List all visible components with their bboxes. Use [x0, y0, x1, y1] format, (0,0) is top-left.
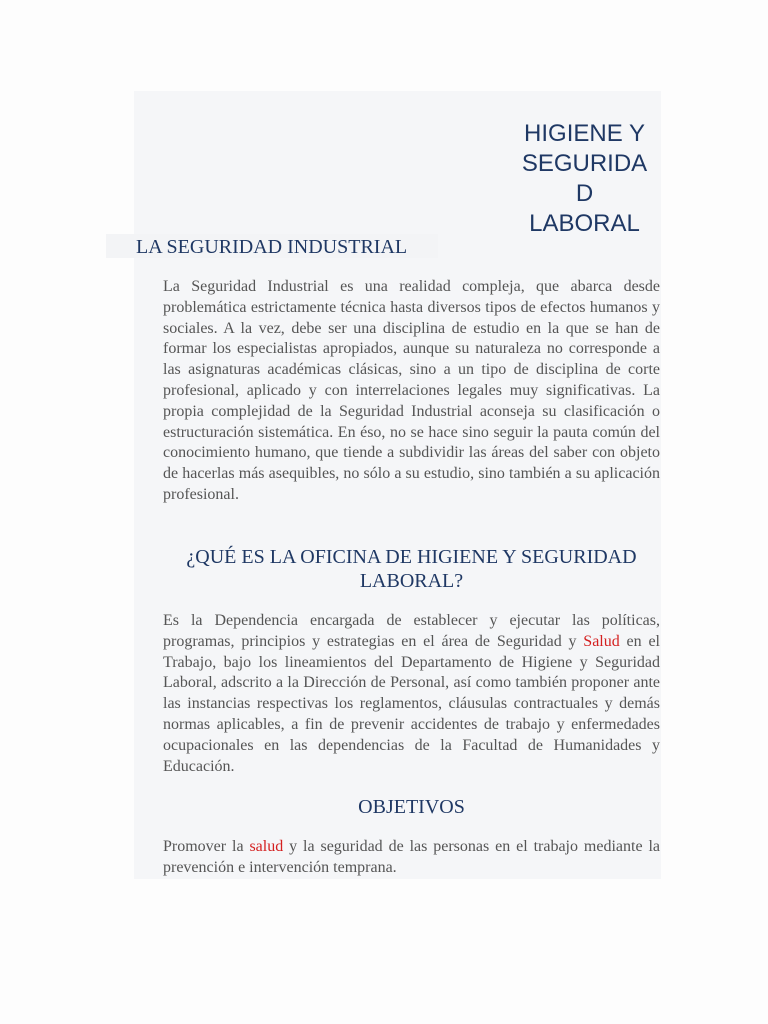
- title-line: D: [575, 180, 594, 207]
- paragraph-text: Es la Dependencia encargada de establecer y ejecutar las políticas, programas, principios y estrategias en el área de Seguridad y: [163, 612, 660, 650]
- section-heading-seguridad-industrial: LA SEGURIDAD INDUSTRIAL: [106, 234, 438, 258]
- paragraph-text: en el Trabajo, bajo los lineamientos del Departamento de Higiene y Seguridad Laboral, adscrito a la Dirección de Personal, así como también proponer ante las instancias respectivas los reglamentos, cláusulas contractuales y demás normas aplicables, a fin de prevenir accidentes de trabajo y enfermedades ocupacionales en las dependencias de la Facultad de Humanidades y Educación.: [163, 632, 660, 775]
- document-title: [508, 119, 661, 239]
- paragraph-objetivos: [163, 837, 660, 879]
- section-heading-oficina: ¿QUÉ ES LA OFICINA DE HIGIENE Y SEGURIDAD LABORAL?: [186, 546, 637, 592]
- section-heading-objetivos: OBJETIVOS: [358, 796, 465, 818]
- title-line: SEGURIDA: [521, 150, 648, 177]
- paragraph-text: Promover la: [163, 838, 250, 855]
- title-line: HIGIENE Y: [524, 120, 645, 147]
- paragraph-text: y la seguridad de las personas en el trabajo mediante la prevención e intervención temprana.: [163, 838, 660, 876]
- title-line: LABORAL: [529, 210, 640, 237]
- highlight-salud[interactable]: Salud: [583, 632, 620, 650]
- paragraph-seguridad-industrial: La Seguridad Industrial es una realidad compleja, que abarca desde problemática estrictamente técnica hasta diversos tipos de efectos humanos y sociales. A la vez, debe ser una disciplina de estudio en la que se han de formar los especialistas apropiados, aunque su naturaleza no corresponde a las asignaturas académicas clásicas, sino a un tipo de disciplina de corte profesional, aplicado y con interrelaciones legales muy significativas. La propia complejidad de la Seguridad Industrial aconseja su clasificación o estructuración sistemática. En éso, no se hace sino seguir la pauta común del conocimiento humano, que tiende a subdividir las áreas del saber con objeto de hacerlas más asequibles, no sólo a su estudio, sino también a su aplicación profesional.: [163, 278, 660, 503]
- highlight-salud[interactable]: salud: [249, 838, 284, 855]
- paragraph-oficina: [163, 611, 660, 777]
